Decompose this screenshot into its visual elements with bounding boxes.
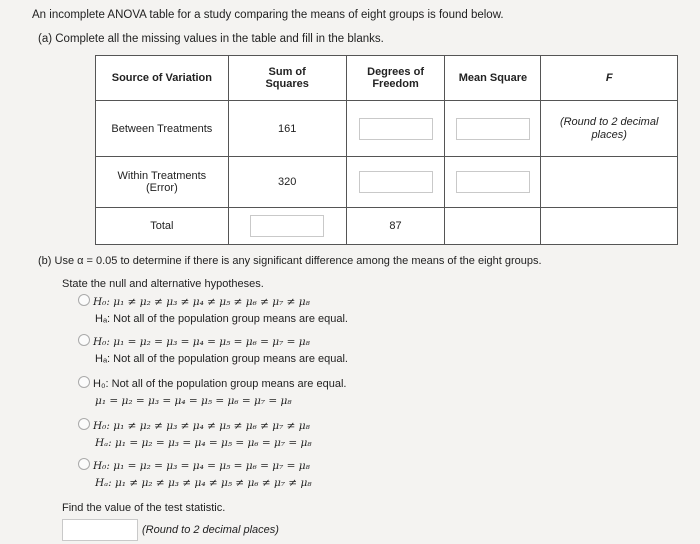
source-total: Total (96, 208, 229, 245)
option-3-h0: H₀: Not all of the population group means are equal. (93, 378, 347, 390)
header-df: Degrees of Freedom (346, 56, 445, 101)
hypothesis-option-1[interactable] (78, 294, 348, 328)
part-a-label: (a) Complete all the missing values in the table and fill in the blanks. (38, 33, 384, 45)
state-hypotheses-prompt: State the null and alternative hypotheses. (62, 278, 264, 290)
option-5-h0: H₀: μ₁ = μ₂ = μ₃ = μ₄ = μ₅ = μ₆ = μ₇ = μ₈ (93, 460, 310, 472)
ss-between: 161 (228, 101, 346, 157)
source-between: Between Treatments (96, 101, 229, 157)
test-statistic-round-note: (Round to 2 decimal places) (142, 524, 279, 536)
hypothesis-option-3[interactable] (78, 376, 346, 410)
table-row (96, 208, 678, 245)
ss-within: 320 (228, 157, 346, 208)
radio-option-5[interactable] (78, 458, 90, 470)
option-5-ha: Hₐ: μ₁ ≠ μ₂ ≠ μ₃ ≠ μ₄ ≠ μ₅ ≠ μ₆ ≠ μ₇ ≠ μ₈ (95, 477, 312, 489)
option-3-ha: μ₁ = μ₂ = μ₃ = μ₄ = μ₅ = μ₆ = μ₇ = μ₈ (95, 395, 292, 407)
radio-option-4[interactable] (78, 418, 90, 430)
header-f: F (541, 56, 678, 101)
hypothesis-option-5[interactable] (78, 458, 312, 492)
part-b-label: (b) Use α = 0.05 to determine if there is any significant difference among the means of the eight groups. (38, 255, 542, 267)
ms-between-input[interactable] (456, 118, 530, 140)
intro-text: An incomplete ANOVA table for a study comparing the means of eight groups is found below. (32, 9, 504, 21)
test-statistic-prompt: Find the value of the test statistic. (62, 502, 226, 514)
option-4-ha: Hₐ: μ₁ = μ₂ = μ₃ = μ₄ = μ₅ = μ₆ = μ₇ = μ₈ (95, 437, 312, 449)
hypothesis-option-4[interactable] (78, 418, 312, 452)
header-source: Source of Variation (96, 56, 229, 101)
test-statistic-input[interactable] (62, 519, 138, 541)
header-ss: Sum of Squares (228, 56, 346, 101)
table-row (96, 101, 678, 157)
radio-option-1[interactable] (78, 294, 90, 306)
df-between-input[interactable] (359, 118, 433, 140)
f-round-note: (Round to 2 decimal places) (559, 115, 659, 141)
option-1-h0: H₀: μ₁ ≠ μ₂ ≠ μ₃ ≠ μ₄ ≠ μ₅ ≠ μ₆ ≠ μ₇ ≠ μ₈ (93, 296, 310, 308)
ms-within-input[interactable] (456, 171, 530, 193)
df-within-input[interactable] (359, 171, 433, 193)
anova-table (95, 55, 678, 245)
radio-option-2[interactable] (78, 334, 90, 346)
option-4-h0: H₀: μ₁ ≠ μ₂ ≠ μ₃ ≠ μ₄ ≠ μ₅ ≠ μ₆ ≠ μ₇ ≠ μ₈ (93, 420, 310, 432)
source-within: Within Treatments (Error) (96, 157, 229, 208)
header-ms: Mean Square (445, 56, 541, 101)
table-row (96, 157, 678, 208)
df-total: 87 (346, 208, 445, 245)
ss-total-input[interactable] (250, 215, 324, 237)
option-2-h0: H₀: μ₁ = μ₂ = μ₃ = μ₄ = μ₅ = μ₆ = μ₇ = μ₈ (93, 336, 310, 348)
option-1-ha: Hₐ: Not all of the population group means are equal. (95, 313, 348, 325)
table-header-row (96, 56, 678, 101)
hypothesis-option-2[interactable] (78, 334, 348, 368)
radio-option-3[interactable] (78, 376, 90, 388)
option-2-ha: Hₐ: Not all of the population group means are equal. (95, 353, 348, 365)
